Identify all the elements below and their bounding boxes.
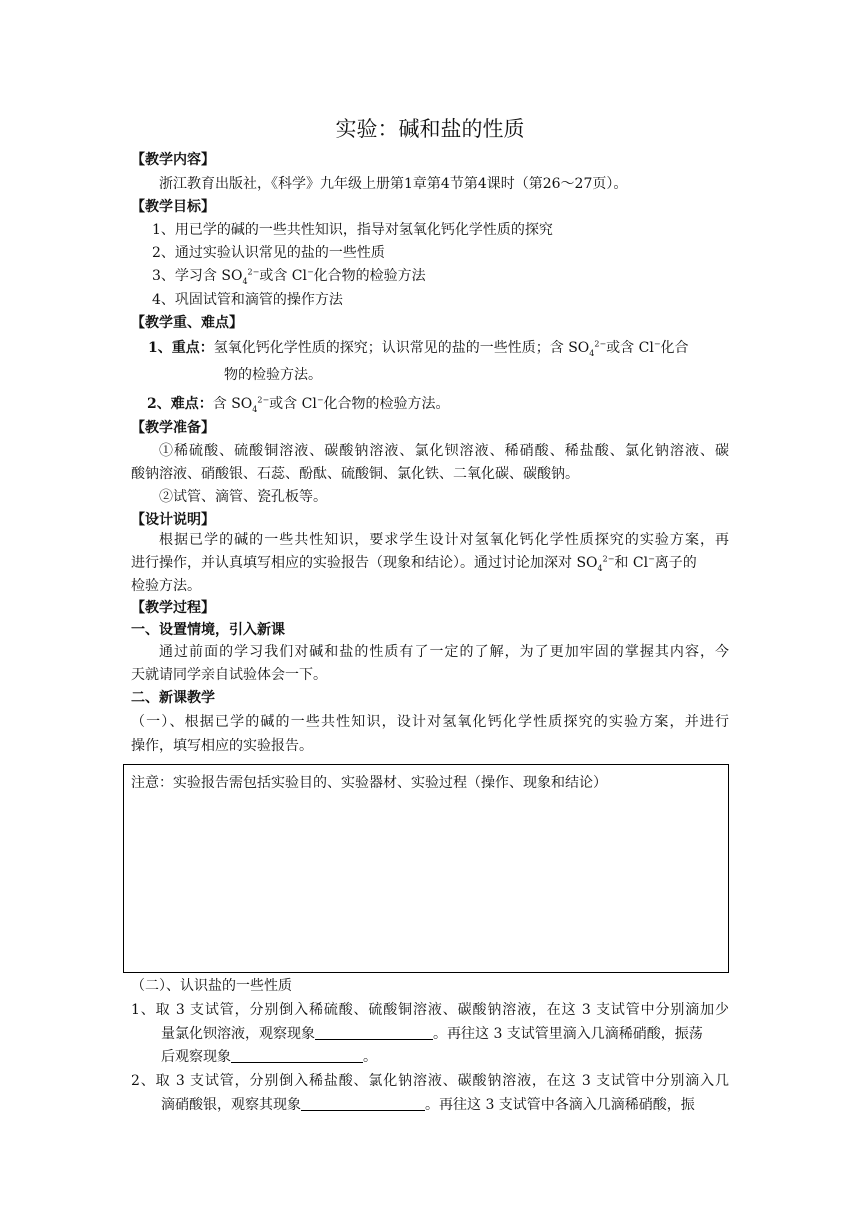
prep-item-1-line-1: ①稀硫酸、硫酸铜溶液、碳酸钠溶液、氯化钡溶液、稀硝酸、稀盐酸、氯化钠溶液、碳 bbox=[159, 443, 729, 459]
item-1-line-3: 后观察现象 。 bbox=[161, 1049, 377, 1065]
goal-item-4: 4、巩固试管和滴管的操作方法 bbox=[152, 292, 343, 308]
page-title: 实验：碱和盐的性质 bbox=[335, 117, 525, 141]
section-heading-goals: 【教学目标】 bbox=[131, 199, 215, 215]
report-box[interactable] bbox=[123, 764, 729, 973]
sub-1-line-1: （一）、根据已学的碱的一些共性知识，设计对氢氧化钙化学性质探究的实验方案，并进行 bbox=[131, 714, 729, 730]
part-1-title: 一、设置情境，引入新课 bbox=[131, 622, 285, 638]
answer-blank-1[interactable] bbox=[315, 1025, 433, 1040]
sub-2-title: （二）、认识盐的一些性质 bbox=[131, 978, 292, 994]
item-2-line-1: 2、取 3 支试管，分别倒入稀盐酸、氯化钠溶液、碳酸钠溶液，在这 3 支试管中分别滴入几 bbox=[131, 1073, 729, 1089]
goal-item-3: 3、学习含 $SO_4^{2-}$或含 Cl−化合物的检验方法 bbox=[152, 267, 426, 286]
section-heading-preparation: 【教学准备】 bbox=[131, 420, 215, 436]
key-point-1: 1、重点：氢氧化钙化学性质的探究；认识常见的盐的一些性质；含 $SO_4^{2-}$或含 Cl−化合 bbox=[148, 339, 689, 358]
prep-item-2: ②试管、滴管、瓷孔板等。 bbox=[159, 489, 327, 505]
design-line-2: 进行操作，并认真填写相应的实验报告（现象和结论）。通过讨论加深对 $SO_4^{2-}$和 Cl−离子的 bbox=[131, 554, 697, 573]
report-box-note: 注意：实验报告需包括实验目的、实验器材、实验过程（操作、现象和结论） bbox=[131, 775, 607, 791]
design-line-3: 检验方法。 bbox=[131, 578, 201, 594]
goal-item-2: 2、通过实验认识常见的盐的一些性质 bbox=[152, 245, 385, 261]
section-heading-process: 【教学过程】 bbox=[131, 600, 215, 616]
sub-1-line-2: 操作，填写相应的实验报告。 bbox=[131, 738, 313, 754]
section-heading-content: 【教学内容】 bbox=[131, 152, 215, 168]
section-heading-key-points: 【教学重、难点】 bbox=[131, 315, 243, 331]
design-line-1: 根据已学的碱的一些共性知识，要求学生设计对氢氧化钙化学性质探究的实验方案，再 bbox=[159, 532, 729, 548]
part-2-title: 二、新课教学 bbox=[131, 690, 215, 706]
content-text: 浙江教育出版社，《科学》九年级上册第1章第4节第4课时（第26～27页）。 bbox=[159, 176, 628, 192]
goal-item-1: 1、用已学的碱的一些共性知识，指导对氢氧化钙化学性质的探究 bbox=[152, 222, 553, 238]
item-1-line-1: 1、取 3 支试管，分别倒入稀硫酸、硫酸铜溶液、碳酸钠溶液，在这 3 支试管中分别滴加少 bbox=[131, 1002, 729, 1018]
prep-item-1-line-2: 酸钠溶液、硝酸银、石蕊、酚酞、硫酸铜、氯化铁、二氧化碳、碳酸钠。 bbox=[131, 466, 579, 482]
item-1-line-2: 量氯化钡溶液，观察现象 。再往这 3 支试管里滴入几滴稀硝酸，振荡 bbox=[161, 1026, 703, 1042]
part-1-line-2: 天就请同学亲自试验体会一下。 bbox=[131, 667, 327, 683]
section-heading-design: 【设计说明】 bbox=[131, 512, 215, 528]
key-point-1-continued: 物的检验方法。 bbox=[224, 367, 322, 383]
answer-blank-2[interactable] bbox=[231, 1048, 363, 1063]
answer-blank-3[interactable] bbox=[301, 1096, 425, 1111]
item-2-line-2: 滴硝酸银，观察其现象 。再往这 3 支试管中各滴入几滴稀硝酸，振 bbox=[161, 1097, 695, 1113]
key-point-2: 2、难点：含 $SO_4^{2-}$或含 Cl−化合物的检验方法。 bbox=[147, 395, 450, 414]
part-1-line-1: 通过前面的学习我们对碱和盐的性质有了一定的了解，为了更加牢固的掌握其内容，今 bbox=[159, 644, 729, 660]
